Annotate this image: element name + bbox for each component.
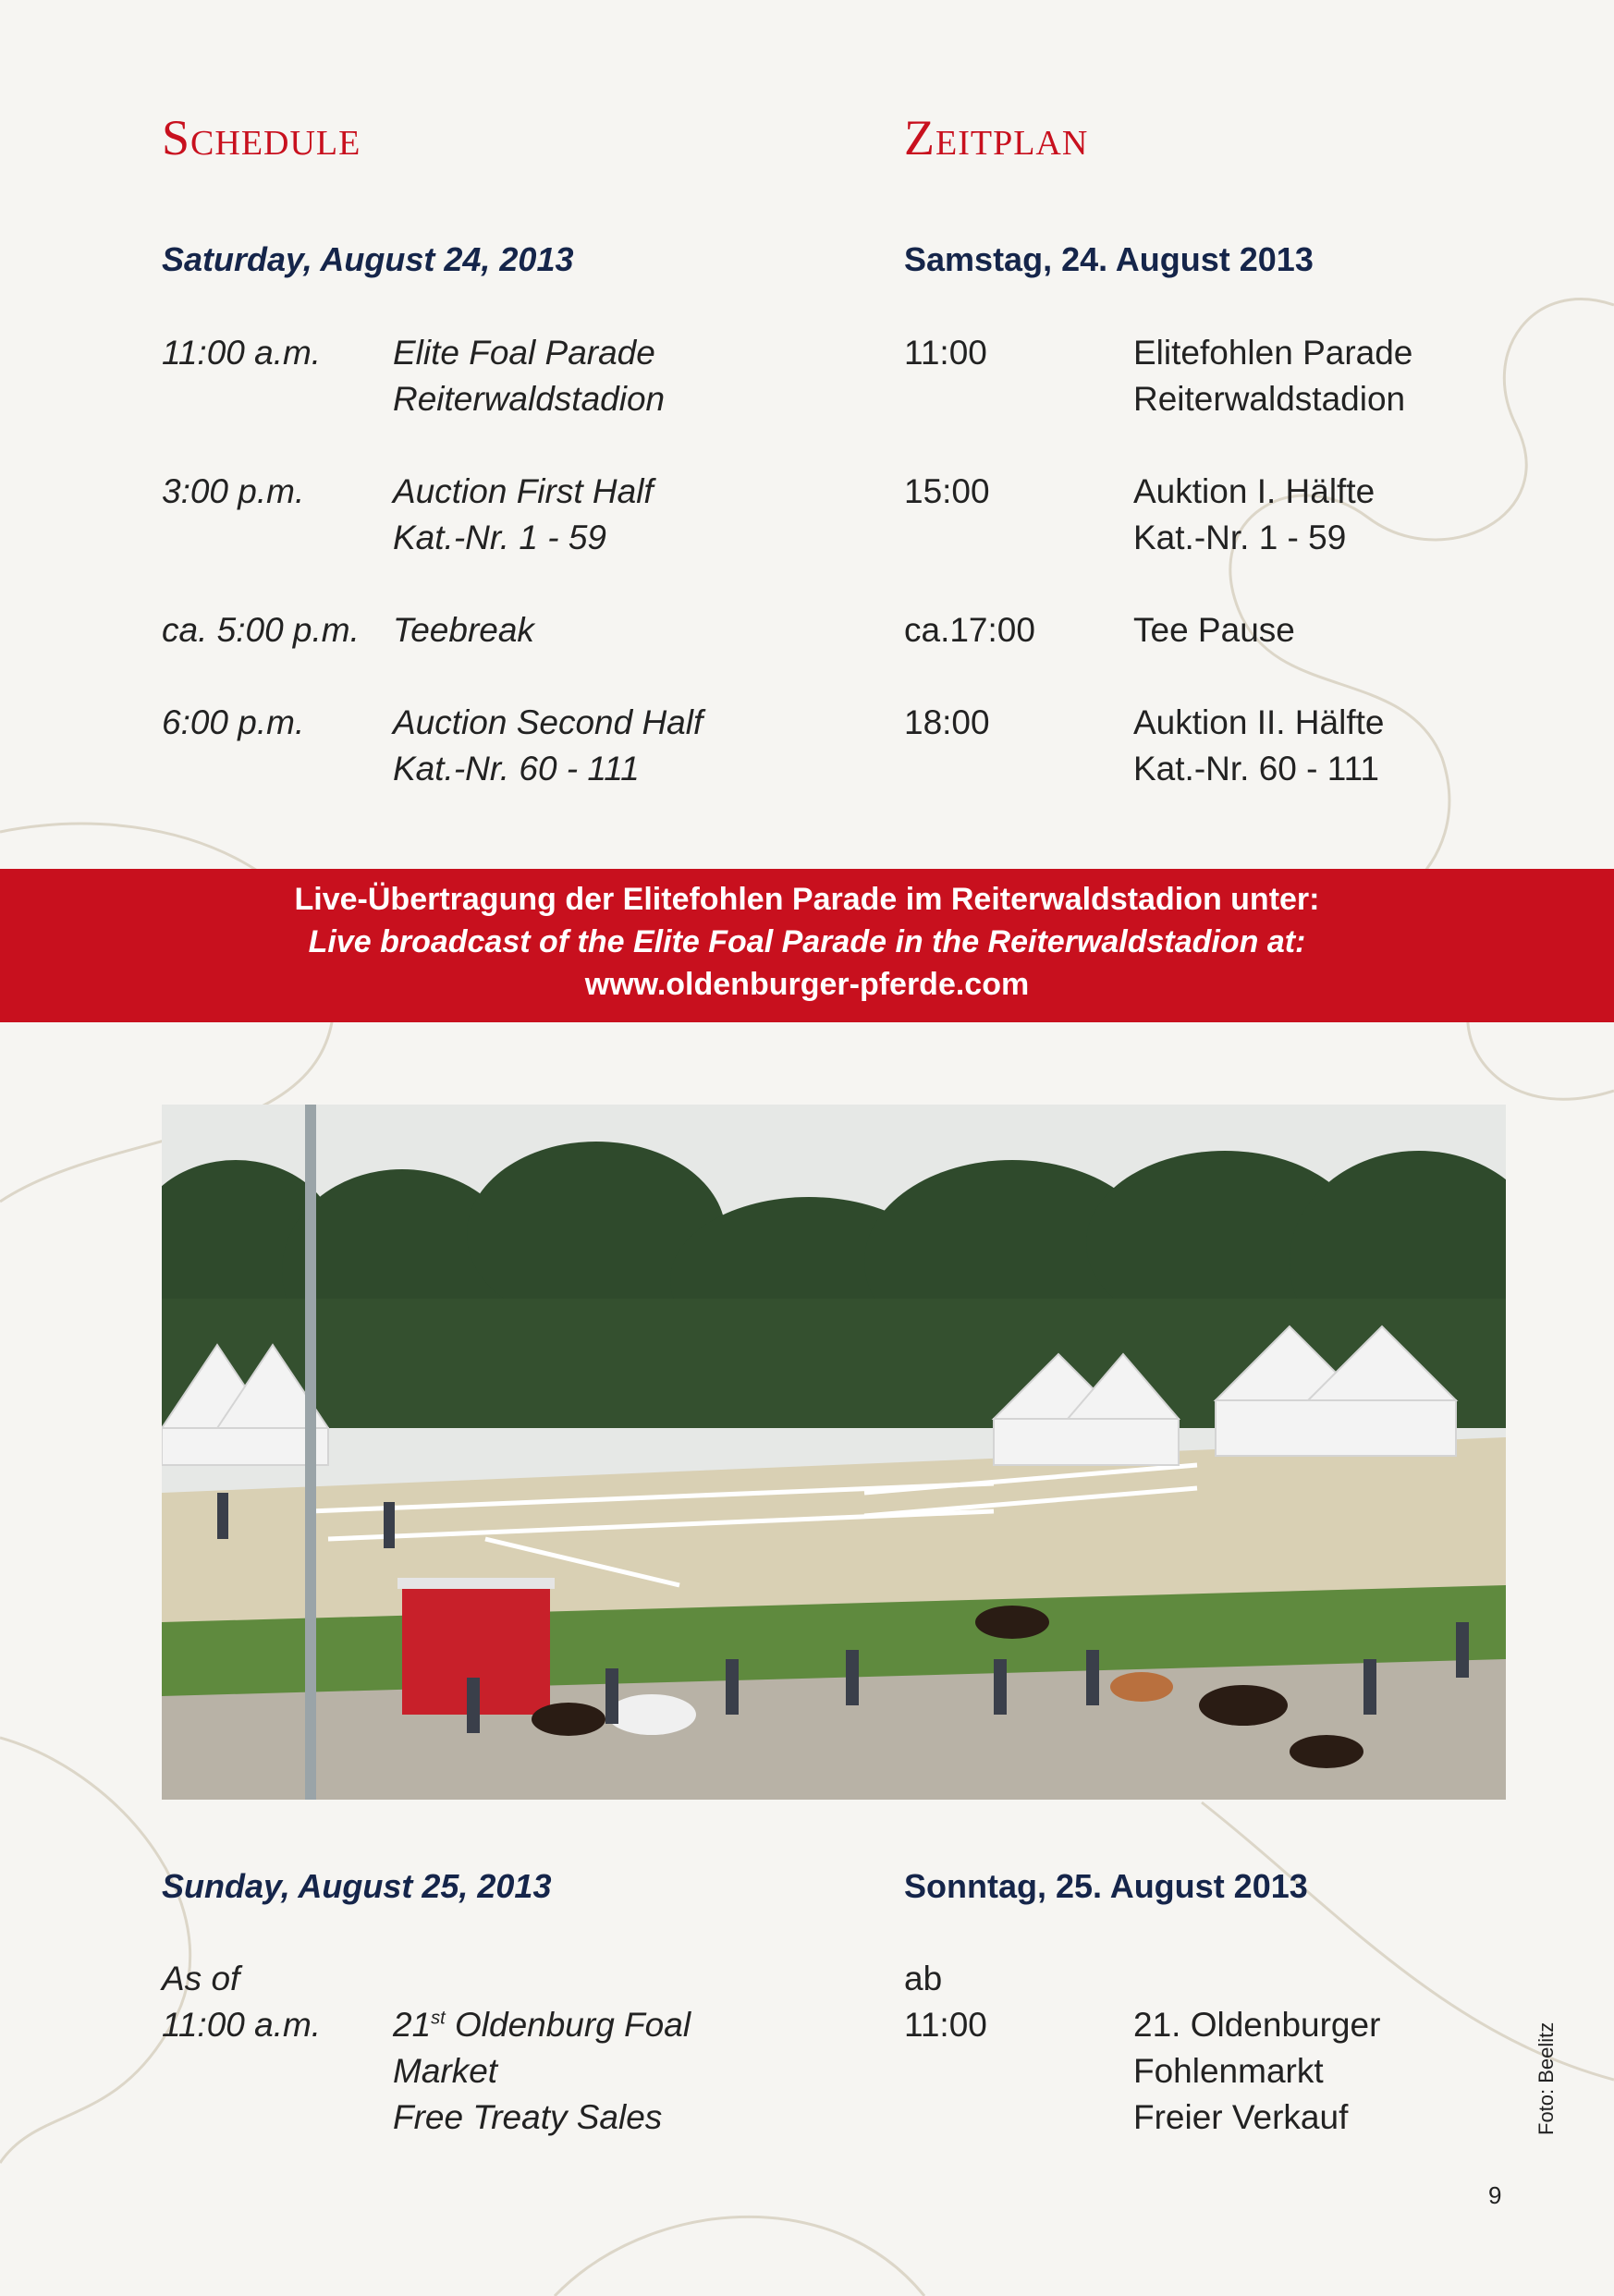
sunday-date-en: Sunday, August 25, 2013 — [162, 1867, 552, 1905]
schedule-row-de-4 — [904, 700, 1551, 792]
row-desc — [393, 2002, 691, 2048]
foal-market-number: 21 — [393, 2006, 432, 2044]
sunday-row-de — [904, 1956, 1496, 2141]
row-time-prefix: ab — [904, 1960, 943, 1997]
schedule-row-de-2 — [904, 469, 1551, 561]
row-desc-2: Reiterwaldstadion — [393, 380, 666, 418]
ordinal-suffix: st — [431, 2008, 446, 2029]
schedule-row-de-1 — [904, 330, 1551, 422]
row-time: 11:00 — [904, 2006, 987, 2044]
banner-line-en: Live broadcast of the Elite Foal Parade in the Reiterwaldstadion at: — [308, 924, 1306, 959]
row-desc-3: Free Treaty Sales — [393, 2098, 663, 2136]
sunday-row-en — [162, 1956, 864, 2141]
banner-url[interactable]: www.oldenburger-pferde.com — [584, 967, 1030, 1002]
row-time: 6:00 p.m. — [162, 703, 305, 741]
row-time: 11:00 — [904, 334, 987, 372]
row-desc: Auction First Half — [393, 472, 654, 510]
saturday-date-de: Samstag, 24. August 2013 — [904, 240, 1314, 278]
live-broadcast-banner — [0, 869, 1614, 1022]
row-time: ca. 5:00 p.m. — [162, 611, 360, 649]
row-time: 3:00 p.m. — [162, 472, 305, 510]
schedule-heading: Schedule — [162, 110, 361, 165]
row-time: 15:00 — [904, 472, 990, 510]
saturday-date-en: Saturday, August 24, 2013 — [162, 240, 574, 278]
row-time: 11:00 a.m. — [162, 2006, 322, 2044]
row-time: 18:00 — [904, 703, 990, 741]
schedule-row-en-3 — [162, 607, 809, 653]
row-desc: Elitefohlen Parade — [1133, 334, 1413, 372]
row-desc-2: Reiterwaldstadion — [1133, 380, 1406, 418]
schedule-row-de-3 — [904, 607, 1551, 653]
photo-credit: Foto: Beelitz — [1535, 2021, 1558, 2135]
row-desc-2: Kat.-Nr. 60 - 111 — [1133, 750, 1379, 788]
row-time: ca.17:00 — [904, 611, 1035, 649]
foal-market-title: Oldenburg Foal — [445, 2006, 691, 2044]
row-desc: 21. Oldenburger — [1133, 2006, 1381, 2044]
row-desc: Elite Foal Parade — [393, 334, 655, 372]
row-desc-3: Freier Verkauf — [1133, 2098, 1349, 2136]
banner-line-de: Live-Übertragung der Elitefohlen Parade im Reiterwaldstadion unter: — [294, 882, 1320, 917]
zeitplan-heading: Zeitplan — [904, 110, 1089, 165]
row-desc: Auktion I. Hälfte — [1133, 472, 1376, 510]
row-desc: Teebreak — [393, 611, 534, 649]
row-desc-2: Kat.-Nr. 1 - 59 — [1133, 519, 1347, 556]
schedule-row-en-2 — [162, 469, 809, 561]
schedule-row-en-4 — [162, 700, 809, 792]
row-time-prefix: As of — [162, 1960, 240, 1997]
row-desc: Tee Pause — [1133, 611, 1295, 649]
row-desc: Auction Second Half — [393, 703, 703, 741]
schedule-row-en-1 — [162, 330, 809, 422]
row-desc: Auktion II. Hälfte — [1133, 703, 1385, 741]
row-time: 11:00 a.m. — [162, 334, 322, 372]
page-number: 9 — [1488, 2181, 1502, 2209]
row-desc-2: Kat.-Nr. 1 - 59 — [393, 519, 606, 556]
row-desc-2: Kat.-Nr. 60 - 111 — [393, 750, 640, 788]
row-desc-2: Fohlenmarkt — [1133, 2052, 1324, 2090]
stadium-photo — [162, 1105, 1506, 1800]
sunday-date-de: Sonntag, 25. August 2013 — [904, 1867, 1308, 1905]
row-desc-2: Market — [393, 2052, 498, 2090]
